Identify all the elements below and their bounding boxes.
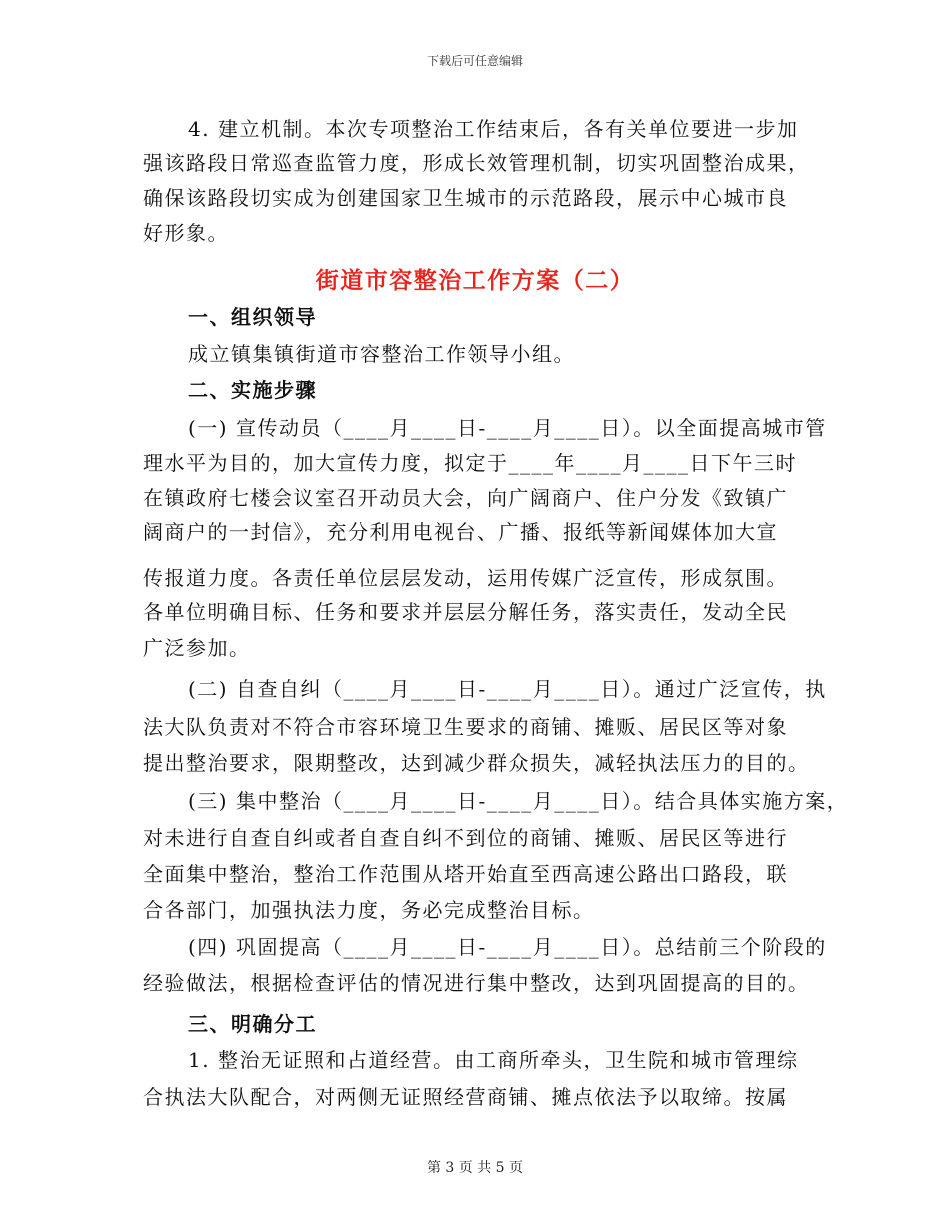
paragraph-line: 提出整治要求，限期整改，达到减少群众损失，减轻执法压力的目的。	[143, 751, 810, 775]
page-header-note: 下载后可任意编辑	[426, 54, 523, 68]
paragraph-line: 理水平为目的，加大宣传力度，拟定于____年____月____日下午三时	[143, 451, 797, 475]
paragraph-line: 4. 建立机制。本次专项整治工作结束后，各有关单位要进一步加	[188, 117, 799, 141]
paragraph-line: 全面集中整治，整治工作范围从塔开始直至西高速公路出口路段，联	[143, 862, 788, 886]
paragraph-line: 1. 整治无证照和占道经营。由工商所牵头，卫生院和城市管理综	[188, 1048, 799, 1072]
page-number-footer: 第 3 页 共 5 页	[426, 1160, 524, 1176]
paragraph-line: 好形象。	[143, 221, 229, 245]
heading-organization: 一、组织领导	[188, 305, 317, 329]
paragraph-line: 确保该路段切实成为创建国家卫生城市的示范路段，展示中心城市良	[143, 186, 788, 210]
heading-division: 三、明确分工	[188, 1012, 317, 1036]
paragraph-line: 合执法大队配合，对两侧无证照经营商铺、摊点依法予以取缔。按属	[143, 1085, 788, 1109]
paragraph-line: (二) 自查自纠（____月____日-____月____日）。通过广泛宣传，执	[188, 677, 827, 701]
paragraph-line: 合各部门，加强执法力度，务必完成整治目标。	[143, 898, 595, 922]
paragraph-line: 广泛参加。	[143, 636, 251, 660]
paragraph-line: 法大队负责对不符合市容环境卫生要求的商铺、摊贩、居民区等对象	[143, 715, 788, 739]
paragraph-line: (三) 集中整治（____月____日-____月____日）。结合具体实施方案，	[188, 789, 849, 813]
paragraph-line: (一) 宣传动员（____月____日-____月____日）。以全面提高城市管	[188, 416, 827, 440]
paragraph-line: 强该路段日常巡查监管力度，形成长效管理机制，切实巩固整治成果，	[143, 151, 810, 175]
section-title: 街道市容整治工作方案（二）	[315, 267, 635, 294]
paragraph-line: 传报道力度。各责任单位层层发动，运用传媒广泛宣传，形成氛围。	[143, 566, 788, 590]
paragraph-line: 对未进行自查自纠或者自查自纠不到位的商铺、摊贩、居民区等进行	[143, 826, 788, 850]
paragraph-line: 经验做法，根据检查评估的情况进行集中整改，达到巩固提高的目的。	[143, 971, 810, 995]
heading-steps: 二、实施步骤	[188, 378, 317, 402]
paragraph-line: 在镇政府七楼会议室召开动员大会，向广阔商户、住户分发《致镇广	[143, 486, 788, 510]
paragraph-line: 成立镇集镇街道市容整治工作领导小组。	[188, 342, 575, 366]
paragraph-line: 各单位明确目标、任务和要求并层层分解任务，落实责任，发动全民	[143, 600, 788, 624]
paragraph-line: 阔商户的一封信》，充分利用电视台、广播、报纸等新闻媒体加大宣	[143, 520, 778, 544]
paragraph-line: (四) 巩固提高（____月____日-____月____日）。总结前三个阶段的	[188, 935, 827, 959]
